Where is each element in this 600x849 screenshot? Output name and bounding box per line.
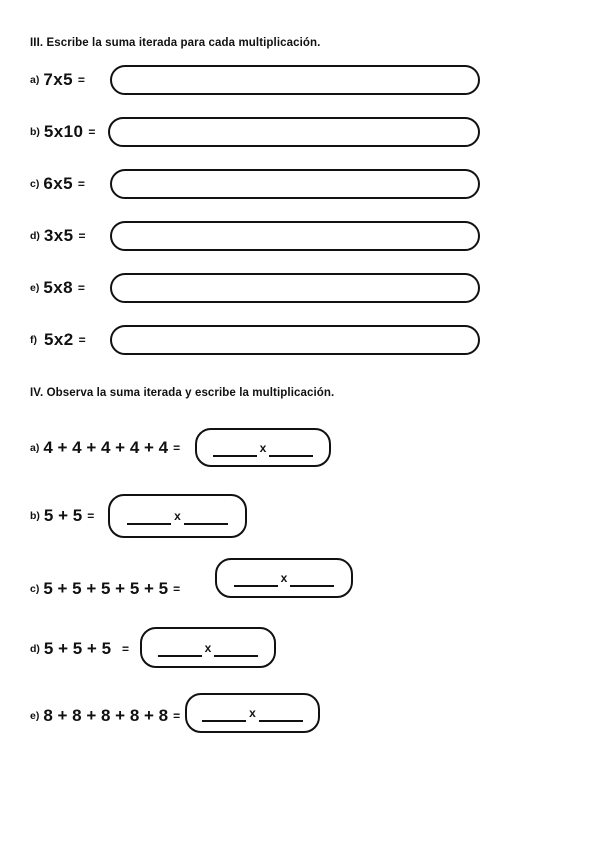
section-4-item-c [30, 573, 180, 605]
multiplier-b: 10 [63, 122, 84, 141]
blank-pair-4a [213, 440, 314, 457]
blank-line-right-4e[interactable] [259, 720, 303, 722]
blank-pair-4d [158, 640, 259, 657]
answer-box-3e[interactable] [110, 273, 480, 303]
equals-sign-d: = [78, 229, 86, 243]
multiplier-a: 5 [63, 70, 73, 89]
blank-pair-4b [127, 509, 228, 525]
section-4-item-e [30, 700, 180, 732]
times-sign-4c: x [280, 571, 288, 585]
section-4-item-d [30, 633, 129, 665]
item-letter-a: a) [30, 442, 40, 454]
multiplicand-d: 3 [43, 226, 54, 245]
section-4-heading: IV. Observa la suma iterada y escribe la multiplicación. [30, 387, 335, 399]
equals-sign-a: = [77, 73, 85, 87]
blank-line-left-4b[interactable] [127, 523, 171, 525]
blank-pair-4c [234, 571, 335, 587]
multiplier-c: 5 [63, 174, 73, 193]
answer-box-3c[interactable] [110, 169, 480, 199]
answer-box-4a[interactable] [195, 428, 331, 467]
item-letter-d: d) [30, 230, 40, 242]
multiplicand-a: 7 [43, 70, 54, 89]
item-letter-c: c) [30, 583, 40, 595]
multiplicand-b: 5 [43, 122, 54, 141]
repeated-sum-d: 5 + 5 + 5 [43, 639, 112, 658]
section-4-item-a [30, 432, 180, 464]
section-3-item-d [30, 220, 86, 252]
item-letter-e: e) [30, 710, 40, 722]
answer-box-4c[interactable] [215, 558, 353, 598]
section-3-item-b [30, 116, 95, 148]
answer-box-3f[interactable] [110, 325, 480, 355]
multiplicand-e: 5 [43, 278, 54, 297]
times-sign-f: x [53, 330, 64, 349]
multiplier-d: 5 [63, 226, 74, 245]
times-sign-d: x [53, 226, 64, 245]
item-letter-d: d) [30, 643, 40, 655]
equals-sign-b: = [87, 509, 95, 523]
times-sign-a: x [53, 70, 64, 89]
blank-pair-4e [202, 706, 303, 722]
section-3-item-e [30, 272, 85, 304]
repeated-sum-a: 4 + 4 + 4 + 4 + 4 [43, 438, 169, 457]
multiplier-e: 8 [63, 278, 73, 297]
section-3-heading: III. Escribe la suma iterada para cada multiplicación. [30, 37, 321, 49]
answer-box-3b[interactable] [108, 117, 480, 147]
answer-box-4d[interactable] [140, 627, 276, 668]
multiplier-f: 2 [63, 330, 74, 349]
times-sign-e: x [53, 278, 64, 297]
repeated-sum-b: 5 + 5 [43, 506, 83, 525]
answer-box-4b[interactable] [108, 494, 247, 538]
multiplicand-c: 6 [43, 174, 54, 193]
section-3-item-c [30, 168, 85, 200]
blank-line-left-4d[interactable] [158, 655, 202, 657]
item-letter-f: f) [30, 334, 37, 346]
equals-sign-f: = [78, 333, 86, 347]
blank-line-right-4c[interactable] [290, 585, 334, 587]
multiplicand-f: 5 [44, 330, 54, 349]
blank-line-right-4b[interactable] [184, 523, 228, 525]
item-letter-b: b) [30, 126, 40, 138]
blank-line-right-4d[interactable] [214, 655, 258, 657]
item-letter-c: c) [30, 178, 40, 190]
equals-sign-d: = [122, 642, 130, 656]
blank-line-left-4e[interactable] [202, 720, 246, 722]
times-sign-b: x [53, 122, 64, 141]
item-letter-a: a) [30, 74, 40, 86]
item-letter-e: e) [30, 282, 40, 294]
repeated-sum-e: 8 + 8 + 8 + 8 + 8 [43, 706, 169, 725]
equals-sign-c: = [173, 582, 181, 596]
times-sign-4e: x [249, 706, 256, 720]
equals-sign-a: = [173, 441, 181, 455]
times-sign-4a: x [259, 440, 267, 455]
section-3-item-a [30, 64, 85, 96]
answer-box-3d[interactable] [110, 221, 480, 251]
blank-line-right-4a[interactable] [269, 455, 313, 457]
blank-line-left-4c[interactable] [234, 585, 278, 587]
section-3-item-f [30, 324, 86, 356]
answer-box-4e[interactable] [185, 693, 320, 733]
section-4-item-b [30, 500, 94, 532]
equals-sign-b: = [88, 125, 96, 139]
times-sign-4b: x [174, 509, 181, 523]
answer-box-3a[interactable] [110, 65, 480, 95]
equals-sign-e: = [173, 709, 181, 723]
item-letter-b: b) [30, 510, 40, 522]
repeated-sum-c: 5 + 5 + 5 + 5 + 5 [43, 579, 169, 598]
times-sign-4d: x [204, 640, 212, 655]
equals-sign-c: = [77, 177, 85, 191]
blank-line-left-4a[interactable] [213, 455, 257, 457]
times-sign-c: x [53, 174, 64, 193]
equals-sign-e: = [77, 281, 85, 295]
